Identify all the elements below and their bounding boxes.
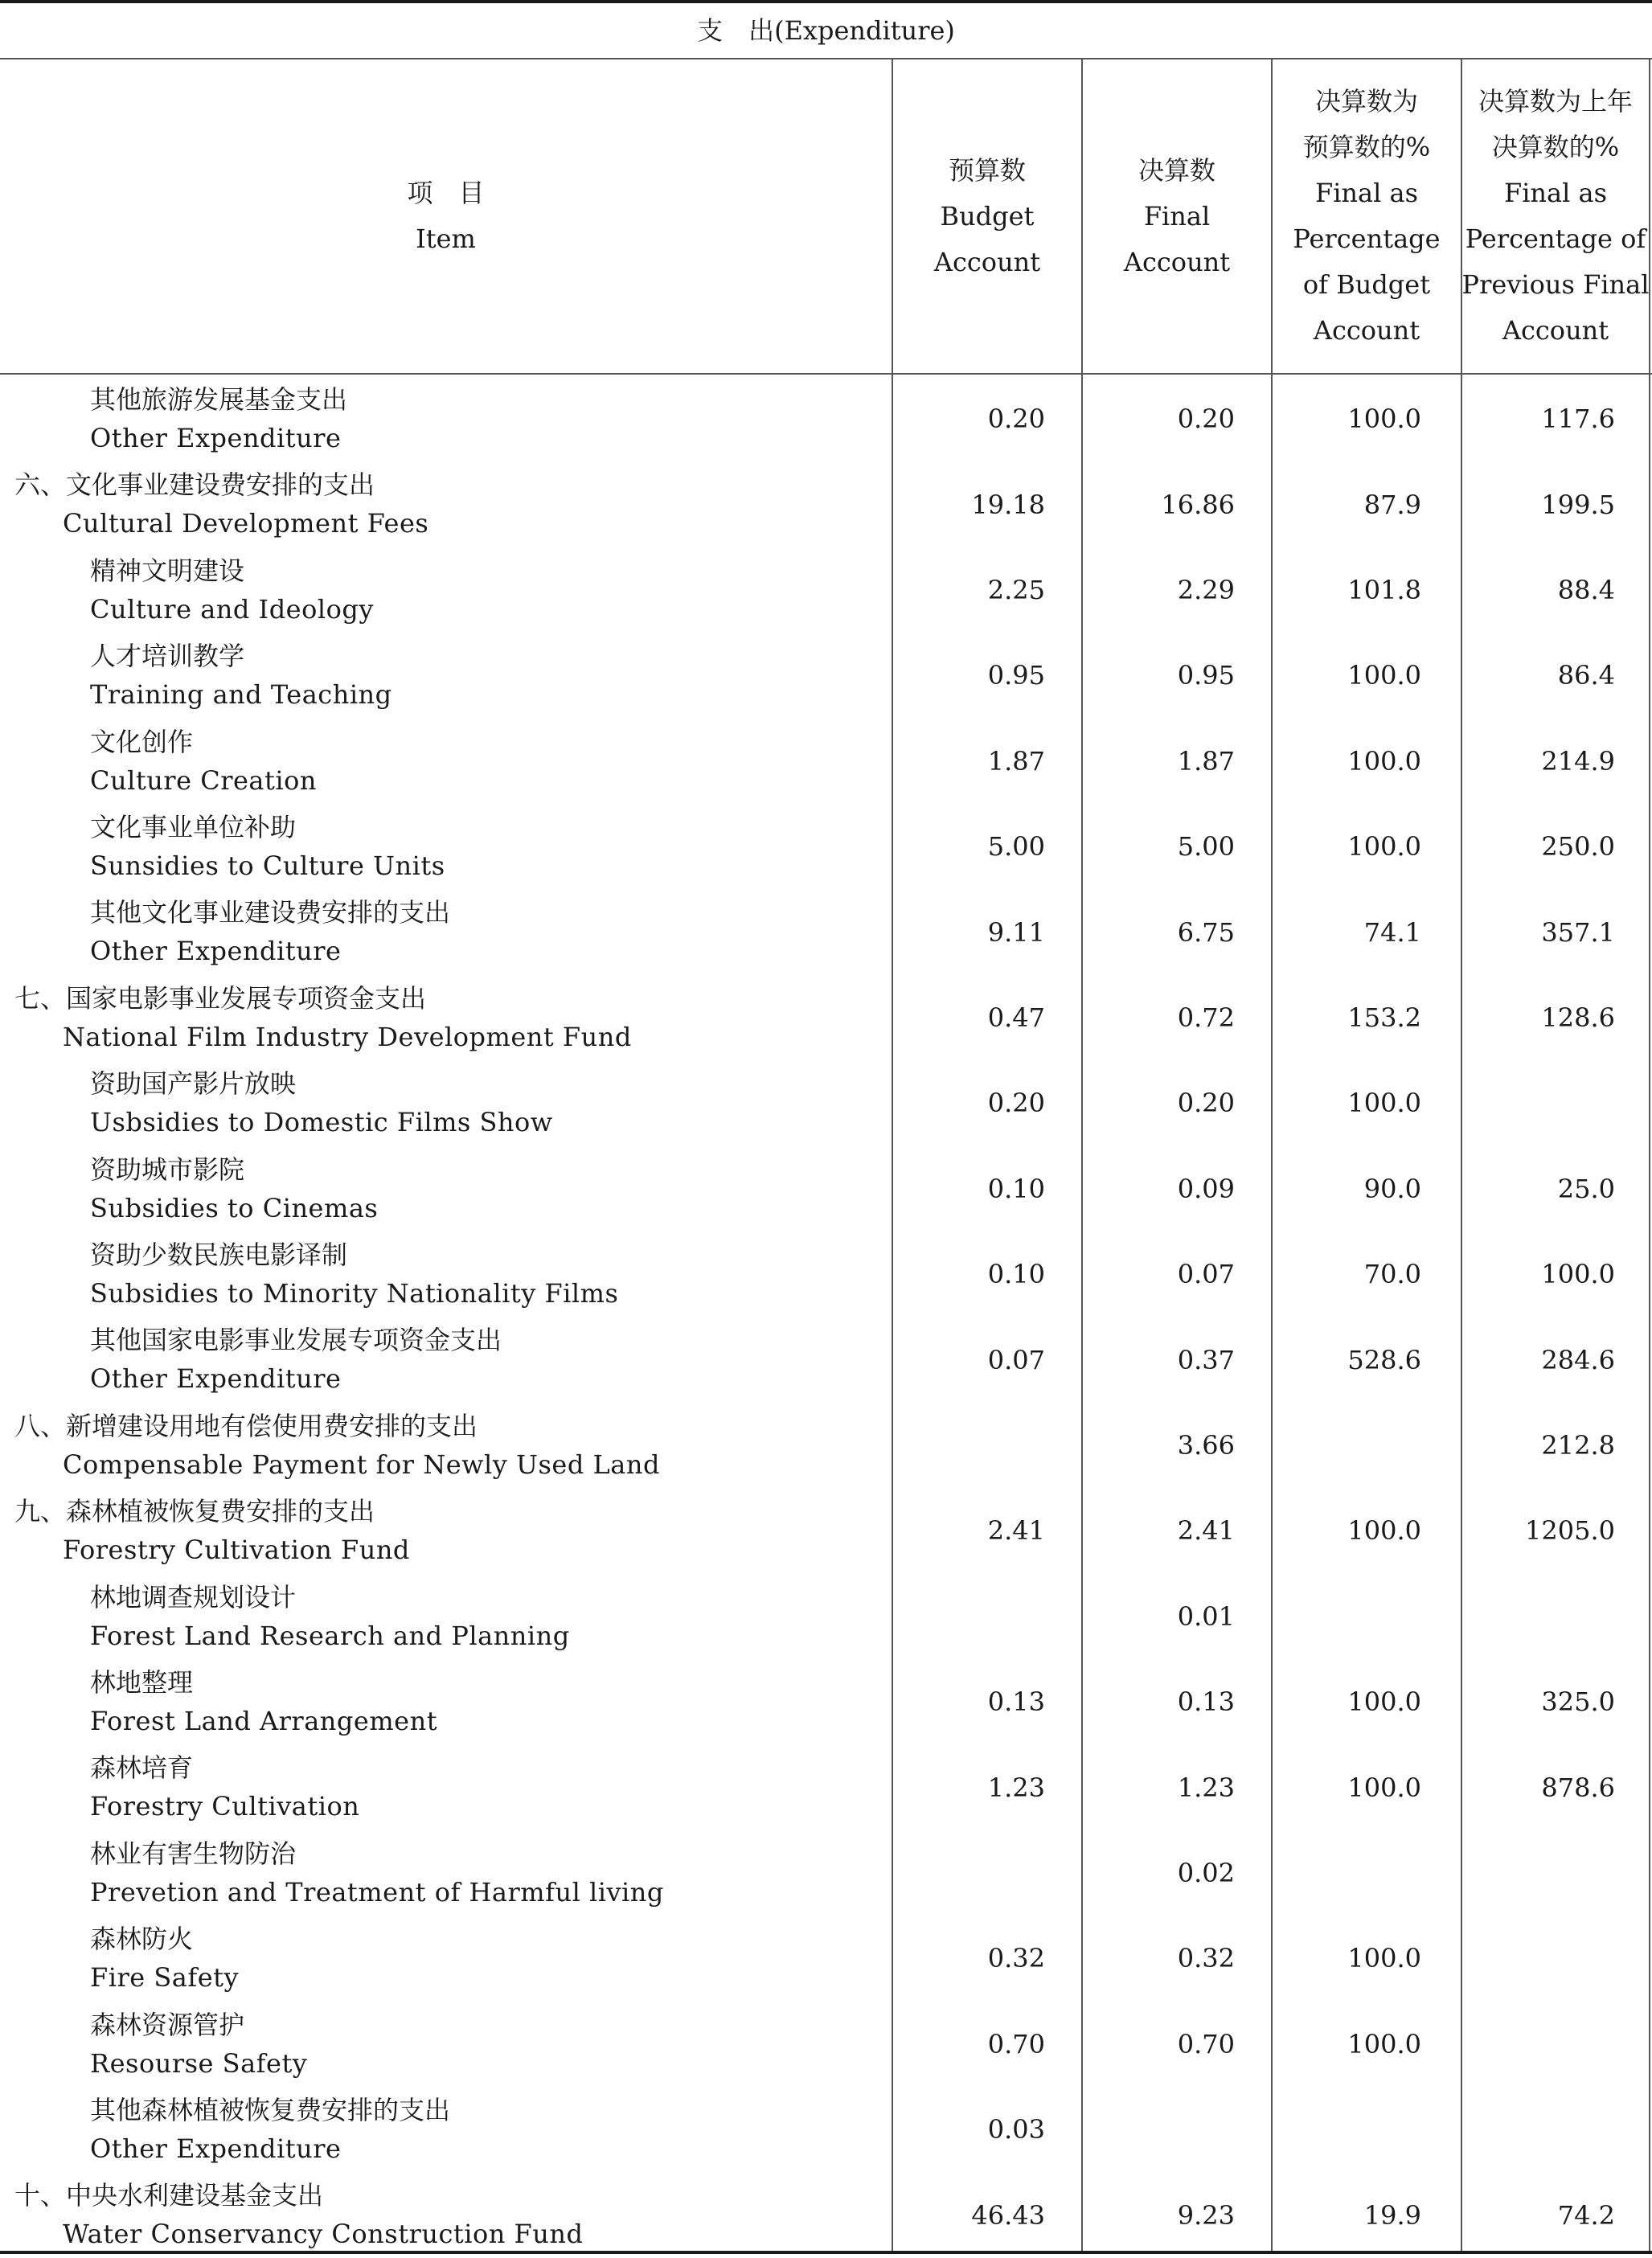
final-cell: 2.29 — [1177, 574, 1235, 605]
pct-prev-cell — [1461, 1574, 1615, 1659]
pct-prev-cell: 214.9 — [1541, 745, 1615, 777]
row-label-zh: 文化事业单位补助 — [90, 812, 297, 842]
table-row — [0, 547, 1652, 633]
budget-cell: 0.20 — [987, 1088, 1045, 1119]
pct-prev-cell: 117.6 — [1541, 404, 1615, 435]
header-pct-budget-line: of Budget — [1302, 269, 1431, 300]
row-label-zh: 森林资源管护 — [90, 2009, 245, 2040]
row-label-en: Other Expenditure — [90, 2133, 342, 2164]
table-row — [0, 2002, 1652, 2087]
table-row — [0, 1574, 1652, 1659]
pct-prev-cell — [1461, 1060, 1615, 1145]
final-cell: 0.70 — [1177, 2028, 1235, 2059]
row-label-en: Water Conservancy Construction Fund — [63, 2219, 584, 2250]
budget-cell: 0.20 — [987, 404, 1045, 435]
row-label-en: National Film Industry Development Fund — [63, 1021, 632, 1052]
header-pct-budget-line: Percentage — [1293, 223, 1441, 254]
header-pct-budget-line: Final as — [1314, 178, 1419, 208]
row-label-en: Fire Safety — [90, 1962, 240, 1994]
header-pct-prev-line: 决算数为上年 — [1478, 86, 1633, 117]
row-label-zh: 八、新增建设用地有偿使用费安排的支出 — [14, 1410, 478, 1441]
row-label-en: Culture Creation — [90, 764, 317, 796]
budget-cell: 0.32 — [987, 1943, 1045, 1974]
budget-cell: 0.10 — [987, 1173, 1045, 1204]
table-row — [0, 1317, 1652, 1402]
row-label-zh: 林地调查规划设计 — [90, 1581, 297, 1613]
pct-prev-cell: 88.4 — [1557, 574, 1615, 605]
header-item — [0, 59, 892, 373]
pct-budget-cell: 19.9 — [1363, 2199, 1421, 2231]
row-label-en: Forest Land Research and Planning — [90, 1620, 570, 1651]
final-cell: 1.23 — [1177, 1772, 1235, 1803]
row-label-zh: 资助少数民族电影译制 — [90, 1240, 348, 1270]
row-label-zh: 九、森林植被恢复费安排的支出 — [14, 1496, 375, 1527]
header-pct-budget-line: 决算数为 — [1314, 86, 1418, 117]
pct-budget-cell: 100.0 — [1347, 1772, 1421, 1803]
row-label-en: Subsidies to Cinemas — [90, 1192, 379, 1223]
final-cell — [1082, 2087, 1235, 2172]
row-label-en: Forest Land Arrangement — [90, 1706, 438, 1736]
pct-budget-cell — [1272, 1830, 1421, 1916]
budget-cell: 2.25 — [987, 574, 1045, 605]
header-final — [1083, 59, 1271, 373]
table-row — [0, 376, 1652, 461]
budget-cell: 0.10 — [987, 1259, 1045, 1290]
budget-cell — [892, 1403, 1045, 1488]
pct-budget-cell — [1272, 2087, 1421, 2172]
final-cell: 0.20 — [1177, 1088, 1235, 1119]
final-cell: 0.13 — [1177, 1686, 1235, 1718]
row-label-zh: 七、国家电影事业发展专项资金支出 — [14, 982, 427, 1014]
table-row — [0, 804, 1652, 889]
pct-prev-cell: 284.6 — [1541, 1344, 1615, 1375]
pct-budget-cell: 100.0 — [1347, 2028, 1421, 2059]
budget-cell: 46.43 — [971, 2199, 1045, 2231]
budget-cell: 9.11 — [987, 916, 1045, 948]
pct-prev-cell: 325.0 — [1541, 1686, 1615, 1718]
budget-cell: 5.00 — [987, 831, 1045, 863]
pct-budget-cell: 100.0 — [1347, 404, 1421, 435]
table-row — [0, 1916, 1652, 2001]
row-label-zh: 其他国家电影事业发展专项资金支出 — [90, 1325, 502, 1356]
table-row — [0, 889, 1652, 974]
table-row — [0, 1488, 1652, 1573]
row-label-en: Subsidies to Minority Nationality Films — [90, 1278, 619, 1309]
final-cell: 0.32 — [1177, 1943, 1235, 1974]
header-pct-prev-line: Final as — [1503, 178, 1608, 208]
budget-cell: 0.07 — [987, 1344, 1045, 1375]
final-cell: 0.01 — [1177, 1600, 1235, 1632]
row-label-zh: 文化创作 — [90, 726, 194, 757]
pct-prev-cell — [1461, 1830, 1615, 1916]
pct-prev-cell: 25.0 — [1557, 1173, 1615, 1204]
table-caption: 支 出(Expenditure) — [697, 15, 955, 46]
budget-cell: 0.03 — [987, 2114, 1045, 2145]
header-item-zh: 项 目 — [407, 178, 485, 208]
header-budget-line: Budget — [940, 200, 1035, 232]
row-label-zh: 森林防火 — [90, 1924, 194, 1955]
table-row — [0, 1744, 1652, 1830]
row-label-en: Forestry Cultivation Fund — [63, 1535, 410, 1566]
table-row — [0, 975, 1652, 1060]
pct-budget-cell: 100.0 — [1347, 745, 1421, 777]
table-row — [0, 1231, 1652, 1317]
table-row — [0, 1403, 1652, 1488]
header-item-en: Item — [416, 223, 476, 254]
row-label-en: Other Expenditure — [90, 936, 342, 967]
pct-prev-cell: 357.1 — [1541, 916, 1615, 948]
pct-budget-cell — [1272, 1403, 1421, 1488]
row-label-zh: 人才培训教学 — [90, 641, 245, 672]
table-row — [0, 1830, 1652, 1916]
budget-cell — [892, 1830, 1045, 1916]
budget-cell: 1.23 — [987, 1772, 1045, 1803]
row-label-en: Cultural Development Fees — [63, 508, 429, 539]
header-rule — [0, 373, 1652, 375]
pct-prev-cell: 74.2 — [1557, 2199, 1615, 2231]
pct-prev-cell: 100.0 — [1541, 1259, 1615, 1290]
pct-prev-cell — [1461, 2002, 1615, 2087]
header-final-line: Final — [1143, 200, 1211, 232]
header-pct-budget-line: 预算数的% — [1302, 132, 1431, 162]
row-label-zh: 六、文化事业建设费安排的支出 — [14, 469, 375, 501]
pct-prev-cell: 199.5 — [1541, 489, 1615, 520]
pct-budget-cell: 153.2 — [1347, 1002, 1421, 1033]
pct-budget-cell: 101.8 — [1347, 574, 1421, 605]
header-pct-prev-line: Account — [1502, 315, 1609, 346]
pct-budget-cell: 100.0 — [1347, 831, 1421, 863]
row-label-en: Training and Teaching — [90, 679, 392, 711]
final-cell: 5.00 — [1177, 831, 1235, 863]
row-label-zh: 资助国产影片放映 — [90, 1068, 297, 1100]
pct-budget-cell: 100.0 — [1347, 660, 1421, 691]
row-label-zh: 林地整理 — [90, 1667, 194, 1698]
budget-cell — [892, 1574, 1045, 1659]
header-pct-prev — [1462, 59, 1649, 373]
budget-cell: 0.47 — [987, 1002, 1045, 1033]
pct-prev-cell: 1205.0 — [1525, 1515, 1615, 1547]
pct-budget-cell: 87.9 — [1363, 489, 1421, 520]
header-pct-budget-line: Account — [1313, 315, 1420, 346]
pct-budget-cell: 90.0 — [1363, 1173, 1421, 1204]
table-row — [0, 633, 1652, 718]
table-row — [0, 719, 1652, 804]
budget-cell: 1.87 — [987, 745, 1045, 777]
pct-budget-cell: 100.0 — [1347, 1686, 1421, 1718]
pct-budget-cell: 528.6 — [1347, 1344, 1421, 1375]
budget-cell: 0.70 — [987, 2028, 1045, 2059]
budget-cell: 0.13 — [987, 1686, 1045, 1718]
final-cell: 0.07 — [1177, 1259, 1235, 1290]
header-pct-prev-line: Previous Final — [1461, 269, 1650, 300]
row-label-zh: 资助城市影院 — [90, 1154, 245, 1185]
header-budget-line: 预算数 — [948, 154, 1026, 186]
final-cell: 16.86 — [1161, 489, 1235, 520]
row-label-en: Resourse Safety — [90, 2047, 308, 2079]
row-label-en: Culture and Ideology — [90, 593, 374, 625]
header-pct-prev-line: 决算数的% — [1491, 132, 1620, 162]
header-pct-prev-line: Percentage of — [1465, 223, 1646, 254]
header-budget — [893, 59, 1081, 373]
final-cell: 0.09 — [1177, 1173, 1235, 1204]
header-budget-line: Account — [933, 246, 1041, 277]
pct-prev-cell — [1461, 2087, 1615, 2172]
table-row — [0, 1659, 1652, 1744]
pct-prev-cell: 212.8 — [1541, 1429, 1615, 1461]
row-label-en: Forestry Cultivation — [90, 1791, 360, 1822]
final-cell: 0.20 — [1177, 404, 1235, 435]
table-row — [0, 461, 1652, 547]
final-cell: 0.95 — [1177, 660, 1235, 691]
final-cell: 0.02 — [1177, 1857, 1235, 1888]
final-cell: 3.66 — [1177, 1429, 1235, 1461]
pct-budget-cell: 100.0 — [1347, 1515, 1421, 1547]
final-cell: 0.37 — [1177, 1344, 1235, 1375]
final-cell: 9.23 — [1177, 2199, 1235, 2231]
header-pct-budget — [1273, 59, 1461, 373]
budget-cell: 19.18 — [971, 489, 1045, 520]
pct-prev-cell: 128.6 — [1541, 1002, 1615, 1033]
pct-budget-cell: 100.0 — [1347, 1088, 1421, 1119]
row-label-en: Usbsidies to Domestic Films Show — [90, 1107, 553, 1138]
header-final-line: Account — [1123, 246, 1231, 277]
pct-budget-cell: 100.0 — [1347, 1943, 1421, 1974]
final-cell: 2.41 — [1177, 1515, 1235, 1547]
pct-budget-cell — [1272, 1574, 1421, 1659]
header-final-line: 决算数 — [1138, 154, 1215, 186]
row-label-zh: 林业有害生物防治 — [90, 1838, 297, 1869]
row-label-zh: 精神文明建设 — [90, 555, 245, 586]
pct-prev-cell: 250.0 — [1541, 831, 1615, 863]
row-label-zh: 其他森林植被恢复费安排的支出 — [90, 2095, 451, 2125]
row-label-en: Compensable Payment for Newly Used Land — [63, 1449, 660, 1480]
row-label-zh: 其他文化事业建设费安排的支出 — [90, 897, 451, 928]
row-label-en: Other Expenditure — [90, 1363, 342, 1395]
budget-cell: 2.41 — [987, 1515, 1045, 1547]
row-label-zh: 十、中央水利建设基金支出 — [14, 2180, 324, 2211]
row-label-zh: 森林培育 — [90, 1752, 194, 1784]
row-label-en: Other Expenditure — [90, 423, 342, 453]
final-cell: 1.87 — [1177, 745, 1235, 777]
final-cell: 0.72 — [1177, 1002, 1235, 1033]
row-label-zh: 其他旅游发展基金支出 — [90, 384, 348, 415]
pct-budget-cell: 74.1 — [1363, 916, 1421, 948]
pct-budget-cell: 70.0 — [1363, 1259, 1421, 1290]
row-label-en: Prevetion and Treatment of Harmful living — [90, 1876, 664, 1908]
table-row — [0, 1146, 1652, 1231]
budget-cell: 0.95 — [987, 660, 1045, 691]
table-row — [0, 2172, 1652, 2257]
pct-prev-cell: 86.4 — [1557, 660, 1615, 691]
table-row — [0, 1060, 1652, 1145]
final-cell: 6.75 — [1177, 916, 1235, 948]
table-row — [0, 2087, 1652, 2172]
row-label-en: Sunsidies to Culture Units — [90, 850, 445, 881]
pct-prev-cell: 878.6 — [1541, 1772, 1615, 1803]
pct-prev-cell — [1461, 1916, 1615, 2001]
